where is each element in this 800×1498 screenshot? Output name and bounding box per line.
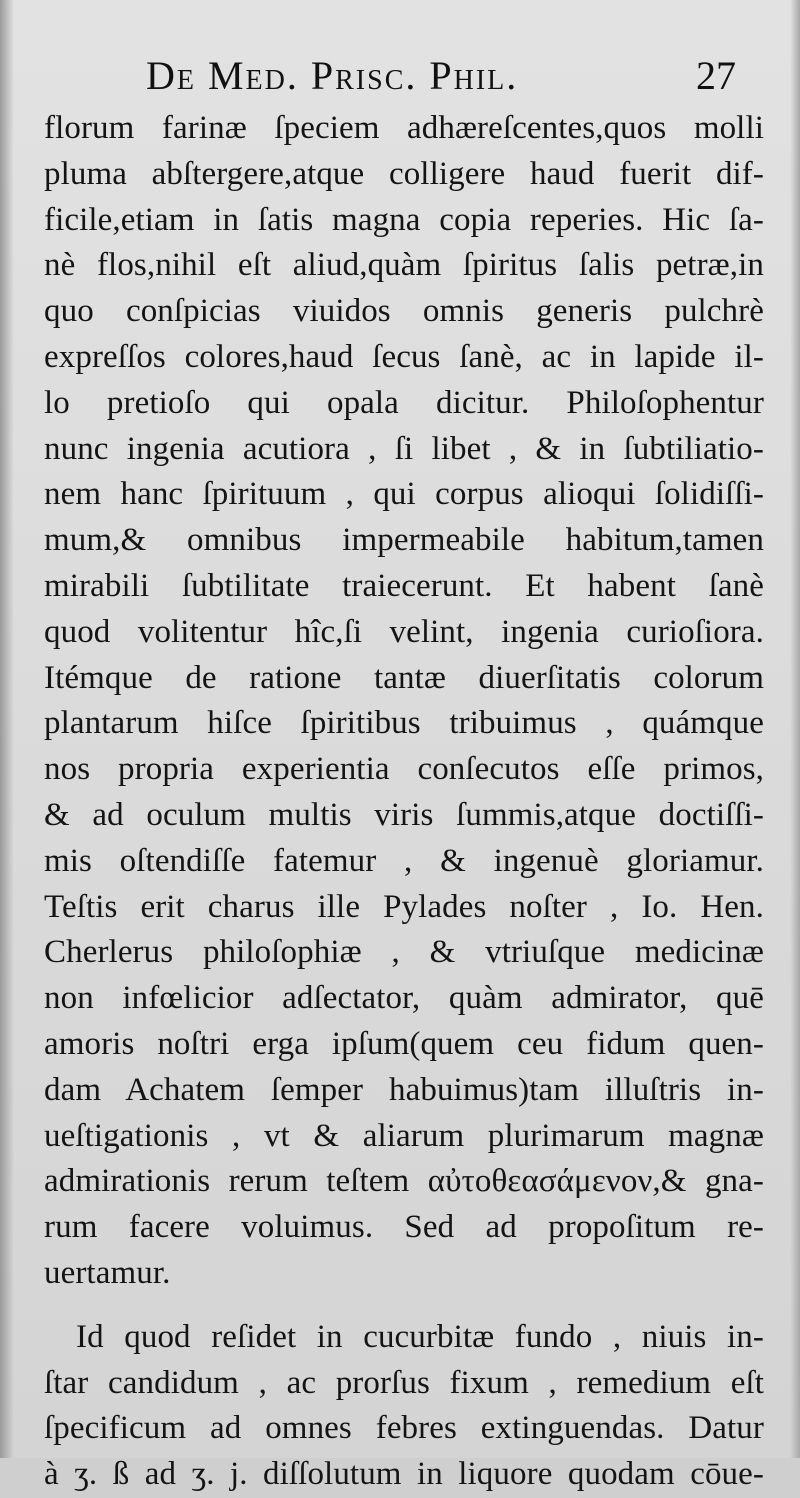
text-line: Itémque de ratione tantæ diuerſitatis colorum [44, 659, 764, 696]
text-line: florum farinæ ſpeciem adhæreſcentes,quos molli [44, 110, 764, 146]
text-line: non infœlicior adſectator, quàm admirator, quē [44, 980, 764, 1017]
text-line: mirabili ſubtilitate traiecerunt. Et habent ſanè [44, 567, 764, 604]
text-line: ſpecificum ad omnes febres extinguendas. Datur [44, 1410, 764, 1447]
text-line: nè flos,nihil eſt aliud,quàm ſpiritus ſalis petræ,in [44, 247, 764, 284]
paragraph [44, 106, 764, 1297]
text-line: pluma abſtergere,atque colligere haud fuerit dif- [44, 155, 764, 192]
paragraph-gap [44, 1297, 764, 1315]
text-line: mis oſtendiſſe fatemur , & ingenuè gloriamur. [44, 842, 764, 879]
running-title: De Med. Prisc. Phil. [146, 53, 519, 98]
body-text [44, 106, 764, 1498]
running-head [146, 52, 766, 100]
text-line: nem hanc ſpirituum , qui corpus alioqui ſolidiſſi- [44, 476, 764, 513]
text-line: Cherlerus philoſophiæ , & vtriuſque medicinæ [44, 934, 764, 971]
text-line: lo pretioſo qui opala dicitur. Philoſophentur [44, 384, 764, 421]
text-line: nos propria experientia conſecutos eſſe primos, [44, 751, 764, 788]
paragraph [44, 1315, 764, 1498]
page-number: 27 [696, 53, 736, 98]
text-line: mum,& omnibus impermeabile habitum,tamen [44, 522, 764, 559]
text-line: ficile,etiam in ſatis magna copia reperies. Hic ſa- [44, 201, 764, 238]
text-line: plantarum hiſce ſpiritibus tribuimus , quámque [44, 705, 764, 742]
text-line: admirationis rerum teſtem αὐτοθεασάμενον,& gna- [44, 1163, 764, 1200]
text-line: ueſtigationis , vt & aliarum plurimarum magnæ [44, 1117, 764, 1154]
text-line: uertamur. [44, 1254, 171, 1291]
text-line: nunc ingenia acutiora , ſi libet , & in ſubtiliatio- [44, 430, 764, 467]
text-line: rum facere voluimus. Sed ad propoſitum re- [44, 1209, 764, 1246]
text-line: dam Achatem ſemper habuimus)tam illuſtris in- [44, 1071, 764, 1108]
text-line: Id quod reſidet in cucurbitæ fundo , niuis in- [76, 1318, 764, 1355]
text-line: quod volitentur hîc,ſi velint, ingenia curioſiora. [44, 613, 764, 650]
text-line: quo conſpicias viuidos omnis generis pulchrè [44, 293, 764, 330]
text-line: Teſtis erit charus ille Pylades noſter , Io. Hen. [44, 888, 764, 925]
text-line: à ʒ. ß ad ʒ. j. diſſolutum in liquore quodam cōue- [44, 1456, 764, 1493]
text-line: expreſſos colores,haud ſecus ſanè, ac in lapide il- [44, 338, 764, 375]
text-line: ſtar candidum , ac prorſus fixum , remedium eſt [44, 1364, 764, 1401]
text-line: amoris noſtri erga ipſum(quem ceu fidum quen- [44, 1025, 764, 1062]
text-line: & ad oculum multis viris ſummis,atque doctiſſi- [44, 796, 764, 833]
